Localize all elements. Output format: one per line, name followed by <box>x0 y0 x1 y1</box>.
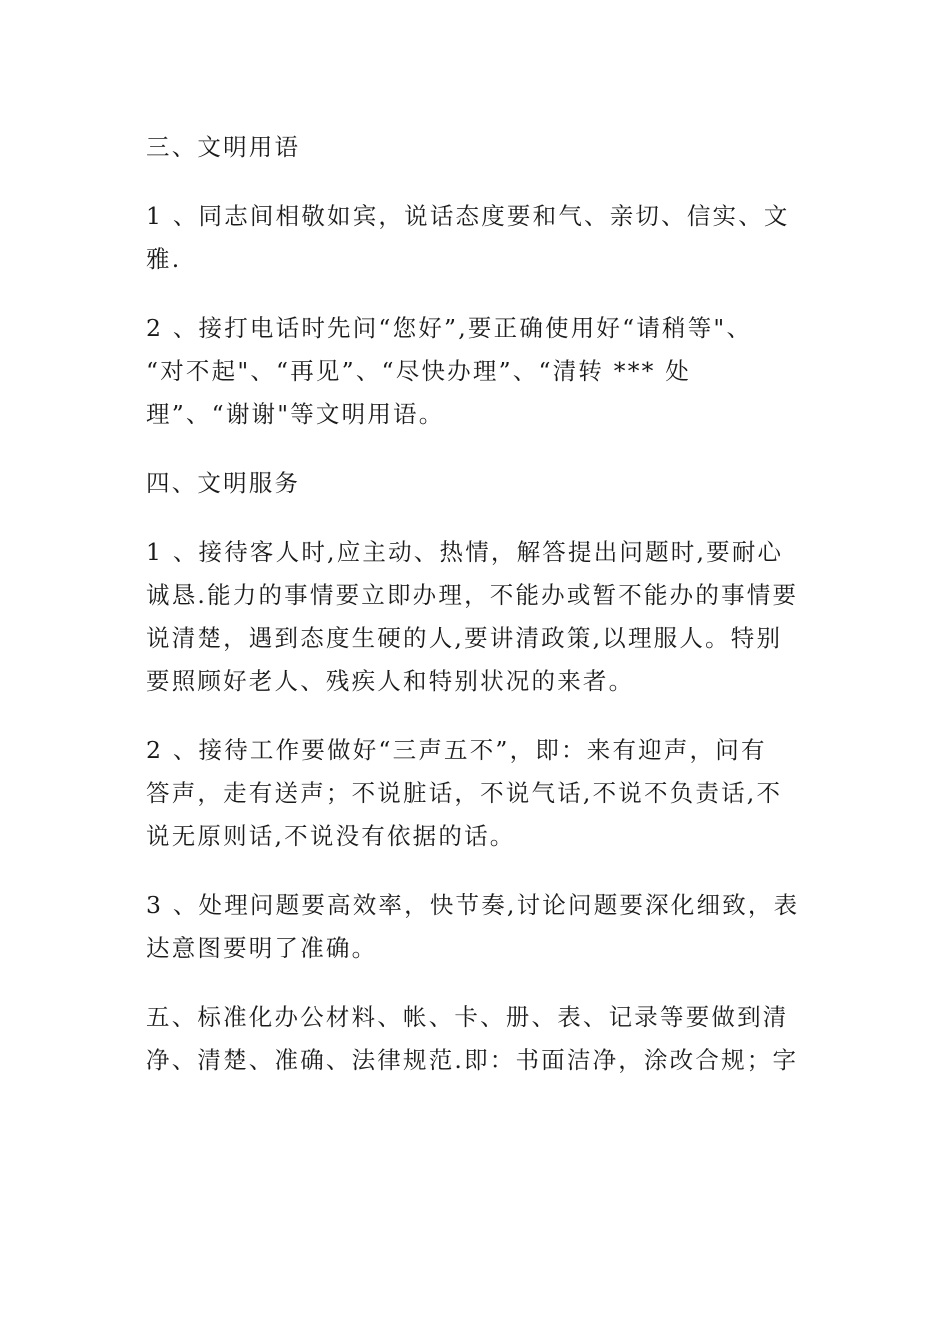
text-line: 三、文明用语 <box>146 133 301 161</box>
paragraph-4-1 <box>146 531 806 703</box>
document-page <box>146 126 806 1108</box>
paragraph-3-2 <box>146 307 806 436</box>
text-line: 3 、处理问题要高效率，快节奏,讨论问题要深化细致，表 <box>146 891 800 919</box>
text-line: 四、文明服务 <box>146 469 301 497</box>
text-line: 雅. <box>146 245 182 273</box>
text-line: 答声，走有送声；不说脏话，不说气话,不说不负责话,不 <box>146 779 783 807</box>
paragraph-4-3 <box>146 884 806 970</box>
section-heading-4 <box>146 462 806 505</box>
paragraph-3-1 <box>146 195 806 281</box>
paragraph-4-2 <box>146 729 806 858</box>
text-line: 五、标准化办公材料、帐、卡、册、表、记录等要做到清 <box>146 1003 789 1031</box>
text-line: 要照顾好老人、残疾人和特别状况的来者。 <box>146 667 635 695</box>
text-line: 1 、接待客人时,应主动、热情，解答提出问题时,要耐心 <box>146 538 784 566</box>
section-heading-3 <box>146 126 806 169</box>
text-line: 理”、“谢谢"等文明用语。 <box>146 400 445 428</box>
text-line: 说清楚，遇到态度生硬的人,要讲清政策,以理服人。特别 <box>146 624 783 652</box>
text-line: 1 、同志间相敬如宾，说话态度要和气、亲切、信实、文 <box>146 202 790 230</box>
text-line: “对不起"、“再见”、“尽快办理”、“清转 *** 处 <box>146 357 691 385</box>
section-heading-5 <box>146 996 806 1082</box>
text-line: 2 、接打电话时先问“您好”,要正确使用好“请稍等"、 <box>146 314 753 342</box>
text-line: 说无原则话,不说没有依据的话。 <box>146 822 516 850</box>
text-line: 2 、接待工作要做好“三声五不”，即：来有迎声，问有 <box>146 736 767 764</box>
text-line: 诚恳.能力的事情要立即办理，不能办或暂不能办的事情要 <box>146 581 799 609</box>
text-line: 达意图要明了准确。 <box>146 934 378 962</box>
text-line: 净、清楚、准确、法律规范.即：书面洁净，涂改合规；字 <box>146 1046 799 1074</box>
